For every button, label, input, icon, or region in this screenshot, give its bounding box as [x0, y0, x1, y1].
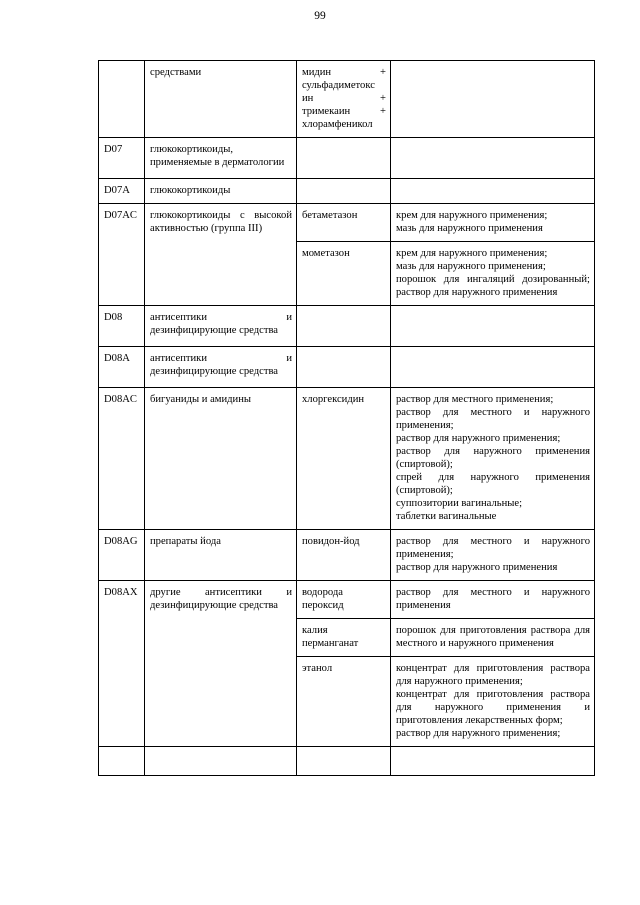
group-name-cell — [145, 388, 297, 530]
drug-line — [302, 79, 386, 105]
dosage-form: мазь для наружного применения; — [396, 261, 546, 272]
dosage-form: порошок для ингаляций дозированный; — [396, 274, 590, 285]
dosage-form: таблетки вагинальные — [396, 511, 497, 522]
table-row — [99, 347, 595, 388]
atc-code-cell — [99, 306, 145, 347]
table-row — [99, 306, 595, 347]
dosage-form: раствор для местного применения; — [396, 394, 554, 405]
drug-name: мидин — [302, 67, 332, 78]
dosage-form-cell — [391, 657, 595, 747]
table-row — [99, 138, 595, 179]
group-name-cell — [145, 581, 297, 747]
dosage-form: концентрат для приготовления раствора для наружного применения и приготовления лекарственных форм; — [396, 689, 590, 726]
dosage-form: крем для наружного применения; — [396, 210, 548, 221]
table-row — [99, 747, 595, 776]
drug-cell — [297, 388, 391, 530]
table-row — [99, 61, 595, 138]
atc-code: D08AG — [104, 536, 138, 547]
atc-code-cell — [99, 204, 145, 306]
group-name: средствами — [150, 67, 202, 78]
group-name: препараты йода — [150, 536, 221, 547]
atc-code-cell — [99, 61, 145, 138]
drug-name: хлоргексидин — [302, 394, 365, 405]
dosage-form: раствор для местного и наружного применения; — [396, 536, 590, 560]
atc-code: D08A — [104, 353, 130, 364]
drug-cell — [297, 138, 391, 179]
atc-code-cell — [99, 530, 145, 581]
drug-name: сульфадиметоксин — [302, 80, 375, 104]
dosage-form: крем для наружного применения; — [396, 248, 548, 259]
dosage-form-cell — [391, 347, 595, 388]
atc-code: D08AC — [104, 394, 137, 405]
atc-table — [98, 60, 595, 776]
dosage-form: раствор для наружного применения — [396, 287, 558, 298]
atc-code: D07A — [104, 185, 130, 196]
atc-code-cell — [99, 347, 145, 388]
group-name: антисептики и дезинфицирующие средства — [150, 312, 292, 336]
drug-name: бетаметазон — [302, 210, 358, 221]
atc-code-cell — [99, 388, 145, 530]
plus-sign: + — [380, 106, 386, 117]
atc-code-cell — [99, 179, 145, 204]
plus-sign: + — [380, 67, 386, 78]
atc-code-cell — [99, 581, 145, 747]
group-name: глюкокортикоиды — [150, 185, 231, 196]
group-name: антисептики и дезинфицирующие средства — [150, 353, 292, 377]
drug-line — [302, 66, 386, 79]
drug-line — [302, 118, 386, 131]
group-name-cell — [145, 747, 297, 776]
group-name-cell — [145, 61, 297, 138]
table-row — [99, 204, 595, 242]
atc-code: D08AX — [104, 587, 138, 598]
drug-cell — [297, 530, 391, 581]
dosage-form-cell — [391, 179, 595, 204]
group-name: глюкокортикоиды с высокой активностью (группа III) — [150, 210, 292, 234]
drug-name: калия перманганат — [302, 625, 359, 649]
drug-cell — [297, 204, 391, 242]
dosage-form-cell — [391, 138, 595, 179]
group-name-cell — [145, 347, 297, 388]
dosage-form: раствор для наружного применения; — [396, 728, 561, 739]
dosage-form: мазь для наружного применения — [396, 223, 543, 234]
dosage-form-cell — [391, 388, 595, 530]
drug-name: этанол — [302, 663, 333, 674]
drug-name: тримекаин — [302, 106, 351, 117]
dosage-form: раствор для наружного применения — [396, 562, 558, 573]
page-number: 99 — [314, 10, 326, 22]
atc-code: D07 — [104, 144, 123, 155]
dosage-form: раствор для местного и наружного применения — [396, 587, 590, 611]
drug-cell — [297, 242, 391, 306]
drug-cell — [297, 306, 391, 347]
dosage-form: суппозитории вагинальные; — [396, 498, 523, 509]
drug-cell — [297, 747, 391, 776]
table-row — [99, 530, 595, 581]
dosage-form-cell — [391, 204, 595, 242]
dosage-form-cell — [391, 530, 595, 581]
drug-line — [302, 105, 386, 118]
dosage-form-cell — [391, 61, 595, 138]
drug-name: водорода пероксид — [302, 587, 344, 611]
group-name-cell — [145, 179, 297, 204]
group-name-cell — [145, 138, 297, 179]
dosage-form: раствор для местного и наружного применения; — [396, 407, 590, 431]
drug-cell — [297, 619, 391, 657]
drug-name: хлорамфеникол — [302, 119, 373, 130]
drug-name: повидон-йод — [302, 536, 360, 547]
dosage-form-cell — [391, 747, 595, 776]
drug-cell — [297, 347, 391, 388]
dosage-form-cell — [391, 242, 595, 306]
dosage-form-cell — [391, 306, 595, 347]
group-name-cell — [145, 204, 297, 306]
atc-code-cell — [99, 138, 145, 179]
drug-name: мометазон — [302, 248, 350, 259]
group-name-cell — [145, 306, 297, 347]
dosage-form: спрей для наружного применения (спиртовой); — [396, 472, 590, 496]
group-name-cell — [145, 530, 297, 581]
dosage-form-cell — [391, 619, 595, 657]
drug-cell — [297, 581, 391, 619]
dosage-form: раствор для наружного применения; — [396, 433, 561, 444]
group-name: другие антисептики и дезинфицирующие средства — [150, 587, 292, 611]
atc-code-cell — [99, 747, 145, 776]
table-row — [99, 179, 595, 204]
plus-sign: + — [380, 93, 386, 104]
table-row — [99, 581, 595, 619]
dosage-form-cell — [391, 581, 595, 619]
table-row — [99, 388, 595, 530]
atc-code: D08 — [104, 312, 123, 323]
drug-cell — [297, 179, 391, 204]
dosage-form: концентрат для приготовления раствора для наружного применения; — [396, 663, 590, 687]
atc-code: D07AC — [104, 210, 137, 221]
group-name: бигуаниды и амидины — [150, 394, 251, 405]
drug-cell — [297, 61, 391, 138]
group-name: глюкокортикоиды, применяемые в дерматологии — [150, 144, 285, 168]
drug-cell — [297, 657, 391, 747]
dosage-form: порошок для приготовления раствора для местного и наружного применения — [396, 625, 590, 649]
dosage-form: раствор для наружного применения (спиртовой); — [396, 446, 590, 470]
